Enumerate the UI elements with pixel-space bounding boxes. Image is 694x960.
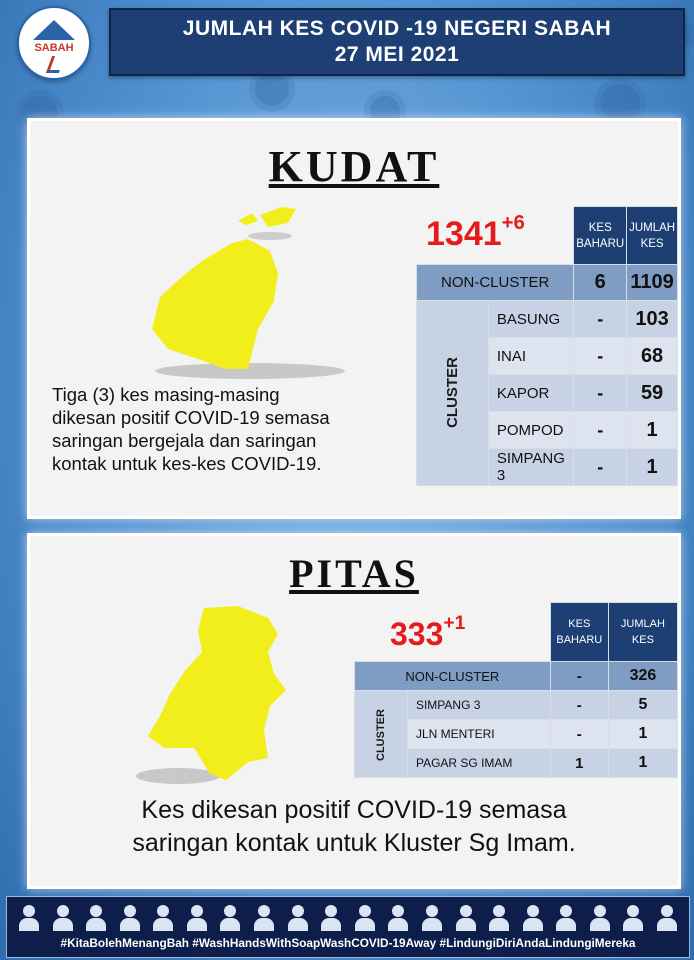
desc-line: saringan kontak untuk Kluster Sg Imam.: [132, 829, 576, 857]
person-icon: [53, 905, 73, 931]
cell-new: -: [574, 338, 627, 375]
col-header-total: JUMLAH KES: [608, 603, 677, 662]
page-title: JUMLAH KES COVID -19 NEGERI SABAH: [182, 17, 612, 40]
cell-new: 6: [574, 265, 627, 301]
desc-line: dikesan positif COVID-19 semasa: [52, 407, 330, 428]
new-count: +1: [443, 613, 466, 635]
sabah-logo: [17, 6, 91, 80]
cell-new: -: [574, 449, 627, 486]
kudat-table: [416, 206, 678, 486]
logo-text: SABAH: [34, 42, 74, 54]
district-title: PITAS: [289, 551, 419, 596]
cell-total: 1: [627, 412, 678, 449]
person-icon: [86, 905, 106, 931]
row-label: NON-CLUSTER: [355, 662, 551, 691]
cell-total: 1: [627, 449, 678, 486]
district-title: KUDAT: [268, 142, 440, 191]
person-icon: [19, 905, 39, 931]
col-header-new: KES BAHARU: [574, 207, 627, 265]
table-row: [417, 265, 678, 301]
cluster-label: CLUSTER: [374, 709, 387, 761]
pitas-table: [354, 602, 678, 778]
cell-total: 68: [627, 338, 678, 375]
person-icon: [220, 905, 240, 931]
swoosh-icon: [46, 56, 65, 73]
total-count: 1341: [426, 215, 502, 253]
cell-total: 1: [608, 720, 677, 749]
row-label: JLN MENTERI: [407, 720, 550, 749]
desc-line: Kes dikesan positif COVID-19 semasa: [141, 796, 567, 824]
pitas-description: [30, 794, 678, 860]
person-icon: [187, 905, 207, 931]
person-icon: [456, 905, 476, 931]
cell-new: 1: [550, 749, 608, 778]
person-icon: [120, 905, 140, 931]
page-date: 27 MEI 2021: [334, 43, 460, 66]
hashtags: #KitaBolehMenangBah #WashHandsWithSoapWashCOVID-19Away #LindungiDiriAndaLindungiMereka: [60, 936, 636, 950]
cell-new: -: [574, 412, 627, 449]
cluster-label: CLUSTER: [443, 357, 461, 428]
desc-line: Tiga (3) kes masing-masing: [52, 384, 280, 405]
cell-new: -: [574, 301, 627, 338]
row-label: BASUNG: [488, 301, 574, 338]
row-label: SIMPANG 3: [407, 691, 550, 720]
cell-total: 5: [608, 691, 677, 720]
people-row: [19, 901, 677, 931]
virus-decoration-icon: [255, 72, 289, 106]
person-icon: [288, 905, 308, 931]
total-count: 333: [390, 616, 444, 652]
cell-new: -: [550, 662, 608, 691]
person-icon: [590, 905, 610, 931]
row-label: NON-CLUSTER: [417, 265, 574, 301]
kudat-map-icon: [140, 201, 400, 386]
table-row: [355, 662, 678, 691]
desc-line: saringan bergejala dan saringan: [52, 430, 317, 451]
cell-new: -: [574, 375, 627, 412]
row-label: SIMPANG 3: [488, 449, 574, 486]
table-row: [417, 301, 678, 338]
kudat-panel: [27, 118, 681, 519]
person-icon: [489, 905, 509, 931]
col-header-total: JUMLAH KES: [627, 207, 678, 265]
cluster-label-cell: [355, 691, 408, 778]
person-icon: [254, 905, 274, 931]
person-icon: [657, 905, 677, 931]
cell-new: -: [550, 720, 608, 749]
person-icon: [623, 905, 643, 931]
cell-total: 1: [608, 749, 677, 778]
person-icon: [388, 905, 408, 931]
new-count: +6: [501, 211, 525, 234]
cell-total: 326: [608, 662, 677, 691]
person-icon: [556, 905, 576, 931]
cell-total: 103: [627, 301, 678, 338]
row-label: INAI: [488, 338, 574, 375]
person-icon: [321, 905, 341, 931]
table-row: [355, 691, 678, 720]
pitas-panel: [27, 533, 681, 889]
col-header-new: KES BAHARU: [550, 603, 608, 662]
row-label: PAGAR SG IMAM: [407, 749, 550, 778]
title-bar: [109, 8, 685, 76]
cell-total: 1109: [627, 265, 678, 301]
cell-new: -: [550, 691, 608, 720]
person-icon: [153, 905, 173, 931]
person-icon: [355, 905, 375, 931]
row-label: KAPOR: [488, 375, 574, 412]
cell-total: 59: [627, 375, 678, 412]
person-icon: [523, 905, 543, 931]
cluster-label-cell: [417, 301, 489, 486]
footer-banner: [6, 896, 690, 958]
person-icon: [422, 905, 442, 931]
desc-line: kontak untuk kes-kes COVID-19.: [52, 453, 322, 474]
mountain-icon: [33, 20, 75, 40]
kudat-description: [52, 383, 412, 475]
row-label: POMPOD: [488, 412, 574, 449]
pitas-map-icon: [118, 598, 318, 798]
